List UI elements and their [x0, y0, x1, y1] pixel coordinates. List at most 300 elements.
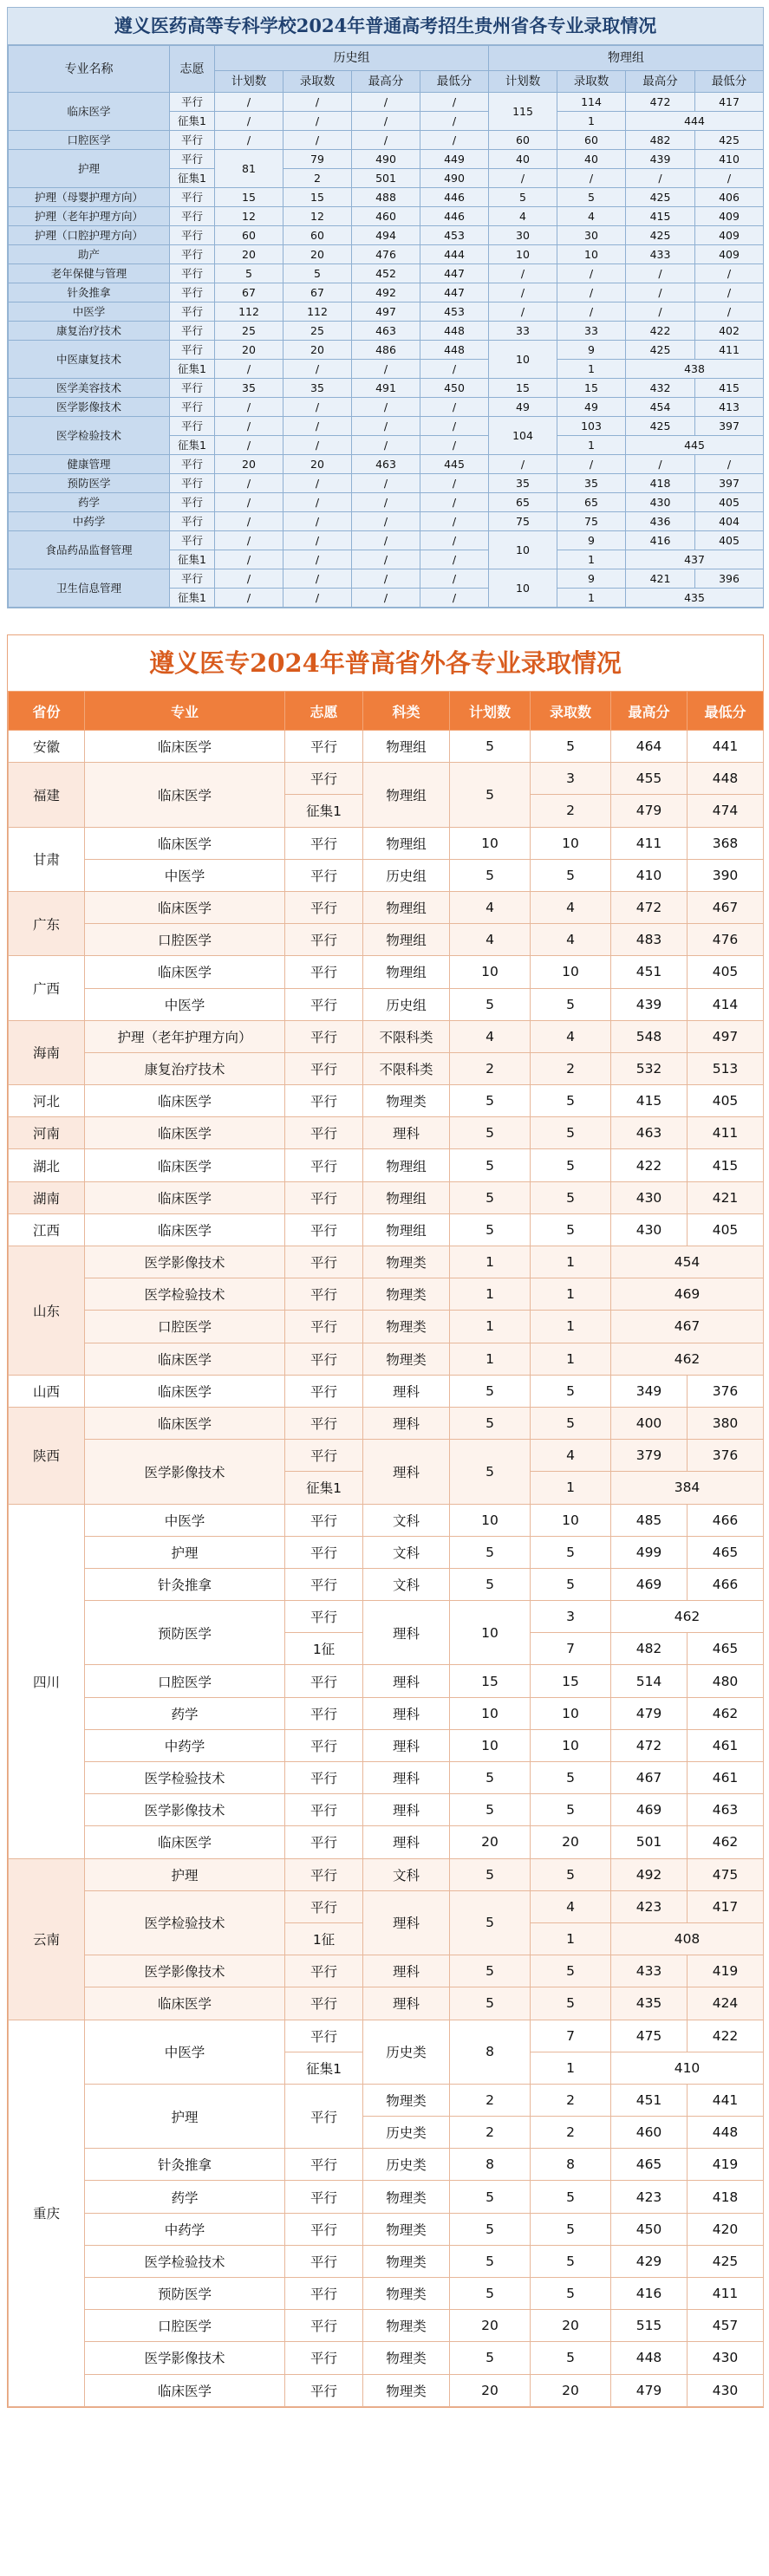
choice-cell: 平行 [285, 2084, 363, 2148]
table-row [9, 1052, 764, 1084]
history-min-cell: 446 [420, 188, 489, 207]
physics-min-cell: 409 [695, 226, 764, 245]
plan-cell: 5 [450, 1407, 531, 1439]
major-cell: 中药学 [85, 1729, 285, 1761]
header-physics-plan: 计划数 [489, 71, 557, 93]
history-plan-cell: / [215, 436, 283, 455]
physics-min-cell: 405 [695, 531, 764, 550]
admitted-cell: 1 [531, 1472, 611, 1504]
province-cell: 甘肃 [9, 827, 85, 891]
major-cell: 临床医学 [85, 1149, 285, 1181]
physics-max-cell: 430 [626, 493, 695, 512]
history-min-cell: 444 [420, 245, 489, 264]
table-row [9, 2181, 764, 2213]
min-score-cell: 411 [688, 1117, 764, 1149]
physics-admitted-cell: 9 [557, 569, 626, 589]
header-physics-min: 最低分 [695, 71, 764, 93]
admitted-cell: 5 [531, 731, 611, 763]
choice-cell: 平行 [285, 891, 363, 923]
history-max-cell: / [352, 512, 420, 531]
choice-cell: 平行 [285, 859, 363, 891]
plan-cell: 5 [450, 2245, 531, 2277]
table-row [9, 2149, 764, 2181]
physics-max-cell: / [626, 169, 695, 188]
history-min-cell: / [420, 531, 489, 550]
history-plan-cell: / [215, 512, 283, 531]
major-cell: 中医学 [85, 859, 285, 891]
major-cell: 食品药品监督管理 [9, 531, 170, 569]
history-admitted-cell: 67 [283, 283, 352, 302]
choice-cell: 平行 [170, 245, 215, 264]
physics-max-cell: / [626, 264, 695, 283]
plan-cell: 5 [450, 2213, 531, 2245]
physics-admitted-cell: 35 [557, 474, 626, 493]
plan-cell: 5 [450, 1890, 531, 1955]
history-min-cell: / [420, 131, 489, 150]
choice-cell: 平行 [285, 1955, 363, 1987]
choice-cell: 平行 [285, 1601, 363, 1633]
major-cell: 针灸推拿 [9, 283, 170, 302]
major-cell: 医学影像技术 [85, 2342, 285, 2374]
max-score-cell: 464 [611, 731, 688, 763]
physics-min-cell: / [695, 455, 764, 474]
physics-max-cell: / [626, 302, 695, 322]
choice-cell: 平行 [285, 1987, 363, 2020]
province-cell: 山西 [9, 1375, 85, 1407]
major-cell: 临床医学 [85, 956, 285, 988]
max-score-cell: 451 [611, 956, 688, 988]
plan-cell: 5 [450, 2181, 531, 2213]
header-history-max: 最高分 [352, 71, 420, 93]
physics-admitted-cell: 1 [557, 550, 626, 569]
min-score-cell: 415 [688, 1149, 764, 1181]
table-row [9, 859, 764, 891]
header-plan: 计划数 [450, 692, 531, 731]
table-row [9, 1858, 764, 1890]
min-score-cell: 441 [688, 731, 764, 763]
choice-cell: 征集1 [170, 589, 215, 608]
max-score-cell: 455 [611, 763, 688, 795]
history-min-cell: / [420, 474, 489, 493]
physics-admitted-cell: 40 [557, 150, 626, 169]
physics-max-cell: 425 [626, 188, 695, 207]
category-cell: 物理类 [363, 1311, 450, 1343]
guizhou-admission-table [8, 45, 764, 608]
choice-cell: 平行 [285, 1149, 363, 1181]
admitted-cell: 4 [531, 1020, 611, 1052]
min-score-cell: 475 [688, 1858, 764, 1890]
category-cell: 理科 [363, 1729, 450, 1761]
history-min-cell: 449 [420, 150, 489, 169]
table-row [9, 1504, 764, 1536]
major-cell: 临床医学 [85, 1826, 285, 1858]
min-score-cell: 417 [688, 1890, 764, 1922]
history-max-cell: 463 [352, 455, 420, 474]
min-score-cell: 376 [688, 1440, 764, 1472]
choice-cell: 平行 [170, 379, 215, 398]
plan-cell: 5 [450, 1568, 531, 1600]
category-cell: 物理组 [363, 1181, 450, 1213]
choice-cell: 平行 [285, 1278, 363, 1311]
choice-cell: 征集1 [285, 795, 363, 827]
history-min-cell: / [420, 398, 489, 417]
physics-admitted-cell: / [557, 264, 626, 283]
max-score-cell: 430 [611, 1213, 688, 1246]
physics-min-cell: 409 [695, 245, 764, 264]
history-max-cell: 491 [352, 379, 420, 398]
physics-plan-cell: 33 [489, 322, 557, 341]
category-cell: 物理组 [363, 924, 450, 956]
plan-cell: 5 [450, 2278, 531, 2310]
history-plan-cell: / [215, 569, 283, 589]
admitted-cell: 5 [531, 1568, 611, 1600]
choice-cell: 平行 [170, 283, 215, 302]
choice-cell: 平行 [285, 1890, 363, 1922]
header-history-min: 最低分 [420, 71, 489, 93]
physics-plan-cell: 60 [489, 131, 557, 150]
history-min-cell: 447 [420, 264, 489, 283]
choice-cell: 平行 [285, 2245, 363, 2277]
major-cell: 口腔医学 [9, 131, 170, 150]
physics-plan-cell: 35 [489, 474, 557, 493]
history-plan-cell: 15 [215, 188, 283, 207]
physics-min-cell: 411 [695, 341, 764, 360]
physics-admitted-cell: 9 [557, 341, 626, 360]
choice-cell: 平行 [285, 1407, 363, 1439]
min-score-cell: 474 [688, 795, 764, 827]
admitted-cell: 15 [531, 1665, 611, 1697]
max-score-cell: 429 [611, 2245, 688, 2277]
category-cell: 理科 [363, 1117, 450, 1149]
category-cell: 物理类 [363, 2181, 450, 2213]
min-score-cell: 420 [688, 2213, 764, 2245]
table-row [9, 474, 764, 493]
admitted-cell: 7 [531, 1633, 611, 1665]
major-cell: 临床医学 [85, 1213, 285, 1246]
choice-cell: 平行 [285, 2310, 363, 2342]
choice-cell: 平行 [285, 1181, 363, 1213]
choice-cell: 平行 [170, 569, 215, 589]
category-cell: 理科 [363, 1890, 450, 1955]
province-cell: 山东 [9, 1246, 85, 1376]
max-score-cell: 411 [611, 827, 688, 859]
choice-cell: 平行 [170, 188, 215, 207]
major-cell: 助产 [9, 245, 170, 264]
category-cell: 历史类 [363, 2020, 450, 2084]
choice-cell: 征集1 [285, 1472, 363, 1504]
max-score-cell: 430 [611, 1181, 688, 1213]
history-min-cell: / [420, 589, 489, 608]
plan-cell: 20 [450, 2374, 531, 2406]
admitted-cell: 10 [531, 956, 611, 988]
history-plan-cell: / [215, 93, 283, 112]
admitted-cell: 20 [531, 2310, 611, 2342]
choice-cell: 平行 [285, 1052, 363, 1084]
choice-cell: 平行 [285, 2342, 363, 2374]
plan-cell: 2 [450, 2084, 531, 2116]
physics-admitted-cell: 65 [557, 493, 626, 512]
min-score-cell: 465 [688, 1633, 764, 1665]
major-cell: 医学检验技术 [85, 1278, 285, 1311]
physics-max-cell: 418 [626, 474, 695, 493]
max-score-cell: 379 [611, 1440, 688, 1472]
choice-cell: 平行 [285, 1246, 363, 1278]
province-cell: 河北 [9, 1085, 85, 1117]
history-min-cell: 448 [420, 322, 489, 341]
history-plan-cell: 20 [215, 245, 283, 264]
choice-cell: 平行 [285, 1536, 363, 1568]
province-cell: 河南 [9, 1117, 85, 1149]
history-max-cell: 460 [352, 207, 420, 226]
min-score-cell: 497 [688, 1020, 764, 1052]
max-score-cell: 482 [611, 1633, 688, 1665]
province-cell: 福建 [9, 763, 85, 827]
category-cell: 理科 [363, 1665, 450, 1697]
table-row [9, 1407, 764, 1439]
category-cell: 物理类 [363, 2084, 450, 2116]
physics-max-cell: 425 [626, 417, 695, 436]
history-max-cell: 494 [352, 226, 420, 245]
history-admitted-cell: 15 [283, 188, 352, 207]
major-cell: 口腔医学 [85, 2310, 285, 2342]
choice-cell: 平行 [170, 93, 215, 112]
major-cell: 中医学 [85, 988, 285, 1020]
admitted-cell: 5 [531, 1375, 611, 1407]
other-provinces-table-title: 遵义医专2024年普高省外各专业录取情况 [8, 635, 763, 691]
physics-min-cell: 402 [695, 322, 764, 341]
min-score-cell: 461 [688, 1762, 764, 1794]
history-min-cell: / [420, 493, 489, 512]
admitted-cell: 20 [531, 2374, 611, 2406]
category-cell: 物理类 [363, 1343, 450, 1375]
plan-cell: 5 [450, 1955, 531, 1987]
history-min-cell: / [420, 436, 489, 455]
major-cell: 护理（口腔护理方向） [9, 226, 170, 245]
choice-cell: 平行 [170, 131, 215, 150]
table-row [9, 2342, 764, 2374]
max-score-cell: 410 [611, 859, 688, 891]
history-max-cell: 452 [352, 264, 420, 283]
admitted-cell: 5 [531, 1181, 611, 1213]
max-score-cell: 415 [611, 1085, 688, 1117]
plan-cell: 1 [450, 1311, 531, 1343]
plan-cell: 10 [450, 1729, 531, 1761]
max-score-cell: 472 [611, 1729, 688, 1761]
max-score-cell: 485 [611, 1504, 688, 1536]
header-major: 专业 [85, 692, 285, 731]
table-row [9, 379, 764, 398]
physics-min-cell: 397 [695, 474, 764, 493]
max-score-cell: 460 [611, 2117, 688, 2149]
max-score-cell: 499 [611, 1536, 688, 1568]
choice-cell: 平行 [285, 1504, 363, 1536]
physics-min-cell: 396 [695, 569, 764, 589]
category-cell: 理科 [363, 1697, 450, 1729]
category-cell: 物理类 [363, 1085, 450, 1117]
admitted-cell: 1 [531, 1278, 611, 1311]
category-cell: 文科 [363, 1858, 450, 1890]
category-cell: 理科 [363, 1987, 450, 2020]
header-major: 专业名称 [9, 46, 170, 93]
admitted-cell: 5 [531, 1955, 611, 1987]
header-physics-group: 物理组 [489, 46, 764, 71]
table-row [9, 1987, 764, 2020]
major-cell: 健康管理 [9, 455, 170, 474]
choice-cell: 征集1 [170, 550, 215, 569]
admitted-cell: 5 [531, 1117, 611, 1149]
max-score-cell: 451 [611, 2084, 688, 2116]
major-cell: 医学检验技术 [85, 1762, 285, 1794]
plan-cell: 5 [450, 1440, 531, 1504]
guizhou-table-title: 遵义医药高等专科学校2024年普通高考招生贵州省各专业录取情况 [8, 8, 763, 45]
admitted-cell: 5 [531, 1858, 611, 1890]
major-cell: 针灸推拿 [85, 1568, 285, 1600]
physics-plan-cell: / [489, 264, 557, 283]
history-min-cell: / [420, 417, 489, 436]
table-row [9, 2310, 764, 2342]
header-choice: 志愿 [170, 46, 215, 93]
max-score-cell: 433 [611, 1955, 688, 1987]
admitted-cell: 2 [531, 2117, 611, 2149]
table-row [9, 302, 764, 322]
choice-cell: 平行 [285, 1794, 363, 1826]
physics-admitted-cell: 5 [557, 188, 626, 207]
province-cell: 海南 [9, 1020, 85, 1084]
physics-score-merged-cell: 445 [626, 436, 764, 455]
header-physics-admitted: 录取数 [557, 71, 626, 93]
choice-cell: 平行 [170, 264, 215, 283]
category-cell: 历史类 [363, 2117, 450, 2149]
table-row [9, 150, 764, 169]
physics-plan-cell: 10 [489, 341, 557, 379]
table-row [9, 455, 764, 474]
max-score-cell: 467 [611, 1311, 764, 1343]
choice-cell: 平行 [170, 398, 215, 417]
choice-cell: 平行 [285, 1085, 363, 1117]
physics-admitted-cell: / [557, 302, 626, 322]
history-plan-cell: / [215, 417, 283, 436]
plan-cell: 8 [450, 2149, 531, 2181]
table-row [9, 1343, 764, 1375]
history-admitted-cell: 112 [283, 302, 352, 322]
major-cell: 口腔医学 [85, 1665, 285, 1697]
physics-admitted-cell: 1 [557, 112, 626, 131]
table-row [9, 1536, 764, 1568]
plan-cell: 5 [450, 1987, 531, 2020]
major-cell: 医学检验技术 [85, 1890, 285, 1955]
table-row [9, 531, 764, 550]
major-cell: 口腔医学 [85, 1311, 285, 1343]
history-min-cell: 445 [420, 455, 489, 474]
admitted-cell: 4 [531, 891, 611, 923]
choice-cell: 平行 [170, 207, 215, 226]
admitted-cell: 5 [531, 2278, 611, 2310]
max-score-cell: 448 [611, 2342, 688, 2374]
major-cell: 医学影像技术 [85, 1440, 285, 1504]
choice-cell: 平行 [285, 1375, 363, 1407]
table-row [9, 569, 764, 589]
max-score-cell: 501 [611, 1826, 688, 1858]
history-max-cell: / [352, 112, 420, 131]
history-max-cell: / [352, 531, 420, 550]
physics-plan-cell: 5 [489, 188, 557, 207]
physics-plan-cell: 10 [489, 531, 557, 569]
table-row [9, 226, 764, 245]
physics-min-cell: / [695, 264, 764, 283]
history-min-cell: 448 [420, 341, 489, 360]
table-row [9, 1181, 764, 1213]
choice-cell: 平行 [285, 1343, 363, 1375]
history-max-cell: / [352, 589, 420, 608]
category-cell: 物理组 [363, 1213, 450, 1246]
plan-cell: 5 [450, 988, 531, 1020]
plan-cell: 2 [450, 2117, 531, 2149]
major-cell: 预防医学 [85, 2278, 285, 2310]
province-cell: 广西 [9, 956, 85, 1020]
admitted-cell: 7 [531, 2020, 611, 2052]
major-cell: 口腔医学 [85, 924, 285, 956]
min-score-cell: 376 [688, 1375, 764, 1407]
plan-cell: 10 [450, 956, 531, 988]
table-row [9, 1149, 764, 1181]
history-max-cell: / [352, 493, 420, 512]
min-score-cell: 390 [688, 859, 764, 891]
plan-cell: 10 [450, 1697, 531, 1729]
physics-plan-cell: 104 [489, 417, 557, 455]
header-max: 最高分 [611, 692, 688, 731]
max-score-cell: 410 [611, 2052, 764, 2084]
physics-admitted-cell: 1 [557, 360, 626, 379]
history-admitted-cell: / [283, 493, 352, 512]
history-admitted-cell: 79 [283, 150, 352, 169]
physics-plan-cell: 4 [489, 207, 557, 226]
history-plan-cell: 20 [215, 341, 283, 360]
min-score-cell: 430 [688, 2374, 764, 2406]
history-plan-cell: 60 [215, 226, 283, 245]
min-score-cell: 421 [688, 1181, 764, 1213]
major-cell: 临床医学 [85, 1375, 285, 1407]
history-max-cell: / [352, 550, 420, 569]
history-min-cell: 450 [420, 379, 489, 398]
history-admitted-cell: / [283, 531, 352, 550]
history-admitted-cell: / [283, 569, 352, 589]
table-row [9, 341, 764, 360]
physics-min-cell: / [695, 169, 764, 188]
admitted-cell: 1 [531, 1246, 611, 1278]
choice-cell: 平行 [285, 2278, 363, 2310]
guizhou-table-section [7, 7, 764, 608]
other-provinces-admission-table [8, 691, 764, 2407]
history-admitted-cell: / [283, 112, 352, 131]
category-cell: 历史组 [363, 988, 450, 1020]
major-cell: 临床医学 [85, 731, 285, 763]
physics-admitted-cell: 75 [557, 512, 626, 531]
table-row [9, 1665, 764, 1697]
table-row [9, 493, 764, 512]
history-max-cell: 492 [352, 283, 420, 302]
admitted-cell: 5 [531, 1762, 611, 1794]
history-min-cell: 453 [420, 226, 489, 245]
history-plan-cell: / [215, 474, 283, 493]
max-score-cell: 469 [611, 1568, 688, 1600]
choice-cell: 平行 [285, 1020, 363, 1052]
choice-cell: 平行 [285, 2149, 363, 2181]
history-admitted-cell: 2 [283, 169, 352, 188]
min-score-cell: 465 [688, 1536, 764, 1568]
physics-admitted-cell: 1 [557, 436, 626, 455]
province-cell: 广东 [9, 891, 85, 955]
table-row [9, 763, 764, 795]
